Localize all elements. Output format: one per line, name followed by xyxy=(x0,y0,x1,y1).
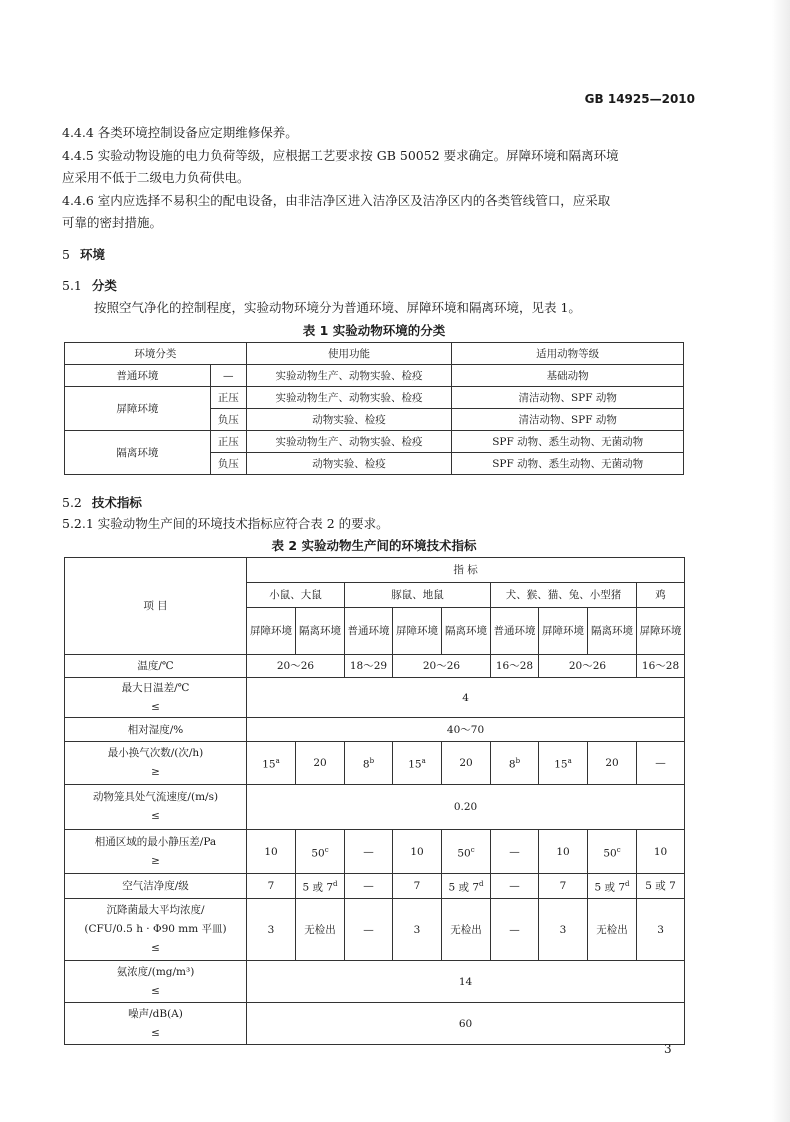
cell-value: — xyxy=(655,757,666,769)
table-cell xyxy=(345,742,393,785)
table-cell xyxy=(247,742,296,785)
cell-value: 5 或 7 xyxy=(448,881,480,894)
cell-value: 20 xyxy=(313,757,327,769)
table-cell xyxy=(296,830,345,874)
section-title: 分类 xyxy=(91,278,117,293)
cell-value: — xyxy=(363,880,374,892)
footnote-mark: b xyxy=(369,757,375,766)
cell-value: 7 xyxy=(559,880,567,892)
table-cell: 16～28 xyxy=(491,655,539,678)
table-cell: 20～26 xyxy=(539,655,637,678)
table-cell: 20～26 xyxy=(247,655,345,678)
table-cell: 普通环境 xyxy=(65,365,211,387)
clause-4-4-5-line2: 应采用不低于二级电力负荷供电。 xyxy=(62,170,250,185)
table-row xyxy=(65,387,684,409)
table-cell xyxy=(637,899,685,961)
cell-value: 20 xyxy=(459,757,473,769)
table-row xyxy=(65,678,685,718)
table-cell xyxy=(588,899,637,961)
cell-value: 15 xyxy=(554,758,568,771)
table-header-cell: 适用动物等级 xyxy=(452,343,684,365)
row-label: 氨浓度/(mg/m³) xyxy=(116,965,195,978)
table-1-caption: 表 1 实验动物环境的分类 xyxy=(302,323,446,338)
cell-value: 7 xyxy=(267,880,275,892)
table-cell xyxy=(539,899,588,961)
table-cell: 屏障环境 xyxy=(65,387,211,431)
env-header-cell: 屏障环境 xyxy=(637,608,685,655)
env-header-cell: 普通环境 xyxy=(345,608,393,655)
table-cell: 60 xyxy=(247,1003,685,1045)
table-cell: 20～26 xyxy=(393,655,491,678)
table-header-cell: 使用功能 xyxy=(246,343,452,365)
table-cell: — xyxy=(210,365,246,387)
table-1 xyxy=(64,342,684,475)
table-cell xyxy=(442,742,491,785)
row-label: 动物笼具处气流速度/(m/s) xyxy=(92,791,219,803)
table-cell xyxy=(247,830,296,874)
table-row xyxy=(65,365,684,387)
row-label-cell xyxy=(65,830,247,874)
section-5-2-heading xyxy=(62,493,142,513)
cell-value: 3 xyxy=(559,923,567,936)
comparison-symbol: ≤ xyxy=(151,942,160,954)
cell-value: 5 或 7 xyxy=(645,880,676,892)
env-header-cell: 隔离环境 xyxy=(588,608,637,655)
cell-value: — xyxy=(509,845,520,858)
clause-4-4-5-line1: 4.4.5 实验动物设施的电力负荷等级，应根据工艺要求按 GB 50052 要求确定。屏障环境和隔离环境 xyxy=(62,148,619,163)
table-cell xyxy=(637,742,685,785)
table-cell xyxy=(637,874,685,899)
table-cell xyxy=(442,830,491,874)
table-cell: 清洁动物、SPF 动物 xyxy=(452,409,684,431)
section-number: 5 xyxy=(62,247,70,262)
table-cell xyxy=(296,874,345,899)
footnote-mark: d xyxy=(625,880,630,889)
comparison-symbol: ≤ xyxy=(151,1026,160,1039)
table-header-cell: 指 标 xyxy=(247,558,685,583)
table-cell xyxy=(442,874,491,899)
table-row xyxy=(65,874,685,899)
table-cell: 基础动物 xyxy=(452,365,684,387)
section-title: 环境 xyxy=(79,247,105,262)
table-cell xyxy=(247,874,296,899)
cell-value: 3 xyxy=(657,923,664,936)
clause-4-4-6-line2: 可靠的密封措施。 xyxy=(62,215,163,230)
table-cell xyxy=(345,899,393,961)
standard-number: GB 14925—2010 xyxy=(584,92,695,106)
table-cell: 4 xyxy=(247,678,685,718)
table-cell: 隔离环境 xyxy=(65,431,211,475)
comparison-symbol: ≥ xyxy=(151,766,160,778)
table-cell: 动物实验、检疫 xyxy=(246,453,452,475)
clause-5-2-1: 5.2.1 实验动物生产间的环境技术指标应符合表 2 的要求。 xyxy=(62,516,389,531)
row-label-cell xyxy=(65,1003,247,1045)
cell-value: 3 xyxy=(267,923,275,936)
footnote-mark: d xyxy=(333,880,338,889)
cell-value: 10 xyxy=(410,845,424,858)
cell-value: 10 xyxy=(556,845,570,858)
clause-4-4-4: 4.4.4 各类环境控制设备应定期维修保养。 xyxy=(62,125,298,140)
cell-value: 7 xyxy=(413,880,421,892)
table-cell: 实验动物生产、动物实验、检疫 xyxy=(246,365,452,387)
cell-value: — xyxy=(363,923,374,936)
row-label: 温度/℃ xyxy=(65,655,247,678)
table-cell: SPF 动物、悉生动物、无菌动物 xyxy=(452,431,684,453)
cell-value: 无检出 xyxy=(450,923,482,936)
table-cell xyxy=(491,830,539,874)
table-row xyxy=(65,655,685,678)
table-cell: 负压 xyxy=(210,409,246,431)
table-2-caption: 表 2 实验动物生产间的环境技术指标 xyxy=(271,538,477,553)
footnote-mark: c xyxy=(470,845,475,854)
row-label-cell xyxy=(65,742,247,785)
env-header-cell: 屏障环境 xyxy=(247,608,296,655)
cell-value: 20 xyxy=(605,757,619,769)
table-cell: 16～28 xyxy=(637,655,685,678)
row-label: 最大日温差/℃ xyxy=(121,681,190,694)
table-row xyxy=(65,1003,685,1045)
cell-value: 10 xyxy=(653,845,668,858)
comparison-symbol: ≤ xyxy=(151,984,160,997)
env-header-cell: 普通环境 xyxy=(491,608,539,655)
row-label-cell xyxy=(65,785,247,830)
footnote-mark: a xyxy=(275,757,280,766)
table-cell: 实验动物生产、动物实验、检疫 xyxy=(246,431,452,453)
table-header-cell: 小鼠、大鼠 xyxy=(247,583,345,608)
table-header-cell: 豚鼠、地鼠 xyxy=(345,583,491,608)
cell-value: 8 xyxy=(362,758,370,771)
footnote-mark: b xyxy=(515,757,521,766)
table-cell: 0.20 xyxy=(247,785,685,830)
cell-value: 5 或 7 xyxy=(302,881,334,894)
env-header-cell: 屏障环境 xyxy=(539,608,588,655)
table-cell xyxy=(345,874,393,899)
row-label-cell xyxy=(65,678,247,718)
row-label: 最小换气次数/(次/h) xyxy=(107,747,204,759)
section-number: 5.1 xyxy=(62,278,82,293)
table-cell: 清洁动物、SPF 动物 xyxy=(452,387,684,409)
env-header-cell: 隔离环境 xyxy=(442,608,491,655)
section-title: 技术指标 xyxy=(91,495,142,510)
row-label: 相通区域的最小静压差/Pa xyxy=(94,835,217,848)
cell-value: 8 xyxy=(508,758,516,771)
footnote-mark: c xyxy=(616,845,621,854)
table-cell xyxy=(588,830,637,874)
footnote-mark: d xyxy=(479,880,484,889)
cell-value: 50 xyxy=(311,847,325,860)
page-number: 3 xyxy=(664,1042,672,1056)
cell-value: 15 xyxy=(262,758,276,771)
table-header-cell: 犬、猴、猫、兔、小型猪 xyxy=(491,583,637,608)
table-cell xyxy=(491,899,539,961)
table-cell xyxy=(345,830,393,874)
table-cell xyxy=(588,742,637,785)
table-row xyxy=(65,718,685,742)
row-label: 沉降菌最大平均浓度/ xyxy=(106,904,205,916)
footnote-mark: a xyxy=(421,757,426,766)
table-cell: 正压 xyxy=(210,431,246,453)
table-row xyxy=(65,431,684,453)
table-header-cell: 环境分类 xyxy=(65,343,247,365)
table-cell xyxy=(296,742,345,785)
table-cell: SPF 动物、悉生动物、无菌动物 xyxy=(452,453,684,475)
cell-value: — xyxy=(363,845,374,858)
table-cell xyxy=(637,830,685,874)
table-cell: 实验动物生产、动物实验、检疫 xyxy=(246,387,452,409)
table-cell xyxy=(247,899,296,961)
footnote-mark: a xyxy=(567,757,572,766)
table-cell xyxy=(588,874,637,899)
table-row xyxy=(65,742,685,785)
table-cell xyxy=(393,742,442,785)
comparison-symbol: ≤ xyxy=(151,810,160,822)
table-cell xyxy=(491,874,539,899)
table-cell xyxy=(296,899,345,961)
cell-value: 无检出 xyxy=(596,923,628,936)
clause-4-4-6-line1: 4.4.6 室内应选择不易积尘的配电设备，由非洁净区进入洁净区及洁净区内的各类管线管口，应采取 xyxy=(62,193,611,208)
table-header-cell: 项 目 xyxy=(65,558,247,655)
row-label-cell xyxy=(65,899,247,961)
footnote-mark: c xyxy=(324,845,329,854)
comparison-symbol: ≥ xyxy=(151,854,160,867)
table-cell xyxy=(491,742,539,785)
table-cell xyxy=(539,742,588,785)
table-cell xyxy=(393,874,442,899)
section-5-heading xyxy=(62,245,105,265)
table-cell: 40～70 xyxy=(247,718,685,742)
table-row xyxy=(65,830,685,874)
table-cell: 正压 xyxy=(210,387,246,409)
cell-value: 50 xyxy=(457,847,471,860)
env-header-cell: 屏障环境 xyxy=(393,608,442,655)
table-cell xyxy=(539,830,588,874)
table-cell xyxy=(442,899,491,961)
table-cell: 18～29 xyxy=(345,655,393,678)
row-label: 相对湿度/% xyxy=(65,718,247,742)
section-number: 5.2 xyxy=(62,495,82,510)
table-row xyxy=(65,558,685,583)
table-cell: 负压 xyxy=(210,453,246,475)
table-row xyxy=(65,785,685,830)
cell-value: — xyxy=(509,923,520,936)
table-2 xyxy=(64,557,685,1045)
table-cell: 动物实验、检疫 xyxy=(246,409,452,431)
section-5-1-heading xyxy=(62,276,117,296)
table-cell xyxy=(393,830,442,874)
cell-value: 无检出 xyxy=(304,923,336,936)
table-cell xyxy=(393,899,442,961)
table-cell: 14 xyxy=(247,961,685,1003)
row-label: 空气洁净度/级 xyxy=(65,874,247,899)
cell-value: 50 xyxy=(603,847,617,860)
cell-value: 10 xyxy=(264,845,278,858)
env-header-cell: 隔离环境 xyxy=(296,608,345,655)
row-label-cell xyxy=(65,961,247,1003)
row-label-unit: (CFU/0.5 h · Φ90 mm 平皿) xyxy=(84,923,227,935)
table-header-cell: 鸡 xyxy=(637,583,685,608)
row-label: 噪声/dB(A) xyxy=(128,1007,183,1020)
table-row xyxy=(65,899,685,961)
clause-5-1-text: 按照空气净化的控制程度，实验动物环境分为普通环境、屏障环境和隔离环境，见表 1。 xyxy=(94,300,581,315)
comparison-symbol: ≤ xyxy=(151,700,160,713)
cell-value: 3 xyxy=(413,923,421,936)
table-row xyxy=(65,961,685,1003)
cell-value: 15 xyxy=(408,758,422,771)
table-row xyxy=(65,343,684,365)
page-edge-shadow xyxy=(772,0,790,1122)
cell-value: — xyxy=(509,880,520,892)
table-cell xyxy=(539,874,588,899)
cell-value: 5 或 7 xyxy=(594,881,626,894)
